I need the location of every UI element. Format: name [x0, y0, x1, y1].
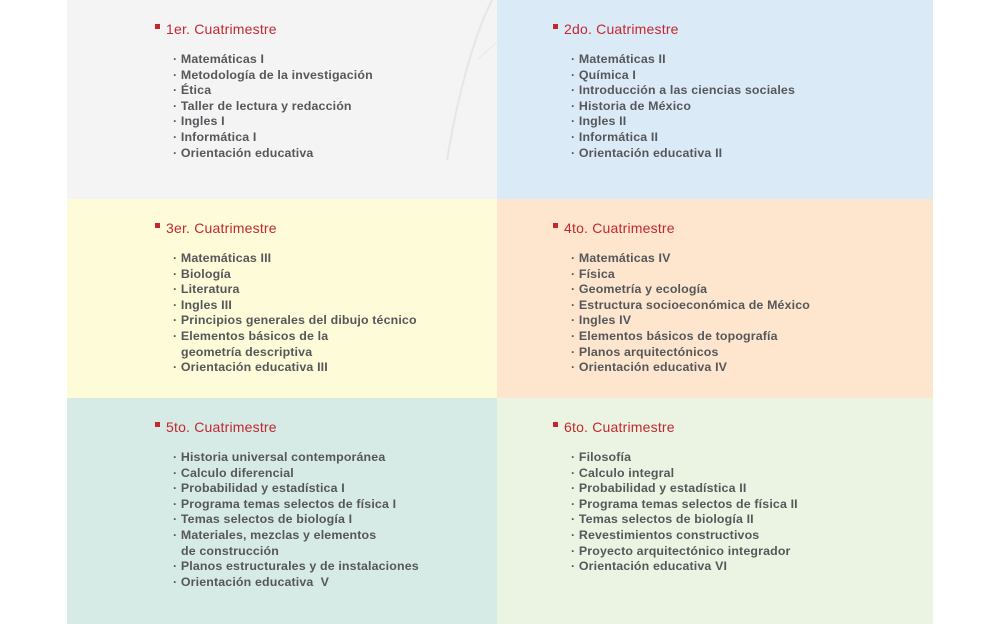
- course-item: · Temas selectos de biología II: [571, 512, 754, 527]
- course-item: · Metodología de la investigación: [173, 67, 373, 82]
- semester-5-heading: [155, 419, 277, 435]
- course-item: · Literatura: [173, 282, 240, 297]
- course-item: · Probabilidad y estadística II: [571, 481, 747, 496]
- course-item: · Matemáticas III: [173, 251, 272, 265]
- square-bullet-icon: [553, 24, 558, 29]
- course-item-continuation: geometría descriptiva: [181, 344, 313, 359]
- semester-6-panel: [497, 398, 933, 624]
- course-item: · Principios generales del dibujo técnico: [173, 313, 417, 328]
- course-list: [173, 251, 417, 376]
- course-item: · Estructura socioeconómica de México: [571, 297, 810, 312]
- course-item: · Programa temas selectos de física II: [571, 496, 798, 511]
- square-bullet-icon: [155, 422, 160, 427]
- course-item: · Filosofía: [571, 450, 632, 464]
- course-item: · Proyecto arquitectónico integrador: [571, 543, 791, 558]
- course-item: · Temas selectos de biología I: [173, 512, 353, 527]
- course-item: · Matemáticas II: [571, 52, 666, 66]
- semester-1-panel: [67, 0, 497, 199]
- course-item: · Ingles III: [173, 297, 232, 312]
- semester-2-panel: [497, 0, 933, 199]
- course-item: · Matemáticas I: [173, 52, 265, 66]
- course-item: · Historia universal contemporánea: [173, 450, 386, 464]
- semester-3-heading: [155, 220, 277, 236]
- course-item: · Elementos básicos de topografía: [571, 328, 778, 343]
- decorative-curve: [377, 0, 497, 160]
- course-item: · Orientación educativa IV: [571, 360, 728, 375]
- semester-4-panel: [497, 199, 933, 398]
- course-item: · Materiales, mezclas y elementos: [173, 527, 377, 542]
- course-list: [571, 450, 798, 575]
- course-item: · Ingles IV: [571, 313, 632, 328]
- semester-5-panel: [67, 398, 497, 624]
- course-item: · Orientación educativa III: [173, 360, 328, 375]
- course-item: · Planos arquitectónicos: [571, 344, 719, 359]
- course-item: · Ingles I: [173, 114, 225, 129]
- course-item: · Informática II: [571, 129, 659, 144]
- course-item: · Programa temas selectos de física I: [173, 496, 397, 511]
- course-item: · Ingles II: [571, 114, 627, 129]
- semester-title: 1er. Cuatrimestre: [166, 21, 277, 37]
- course-item: · Calculo integral: [571, 465, 675, 480]
- course-item: · Biología: [173, 266, 231, 281]
- course-item: · Matemáticas IV: [571, 251, 671, 265]
- square-bullet-icon: [553, 223, 558, 228]
- course-list: [571, 251, 810, 376]
- semester-1-heading: [155, 21, 277, 37]
- course-item: · Física: [571, 266, 615, 281]
- course-item: · Informática I: [173, 129, 257, 144]
- curriculum-grid: [67, 0, 933, 624]
- course-item: · Orientación educativa VI: [571, 559, 728, 574]
- course-item: · Probabilidad y estadística I: [173, 481, 345, 496]
- course-item: · Orientación educativa: [173, 145, 314, 160]
- semester-2-heading: [553, 21, 679, 37]
- course-list: [173, 52, 373, 161]
- semester-4-heading: [553, 220, 675, 236]
- semester-title: 5to. Cuatrimestre: [166, 419, 277, 435]
- semester-3-panel: [67, 199, 497, 398]
- course-item: · Ética: [173, 83, 212, 98]
- course-item-continuation: de construcción: [181, 543, 279, 558]
- course-list: [173, 450, 419, 590]
- square-bullet-icon: [155, 24, 160, 29]
- course-item: · Planos estructurales y de instalaciones: [173, 559, 419, 574]
- course-item: · Geometría y ecología: [571, 282, 708, 297]
- semester-6-heading: [553, 419, 675, 435]
- course-item: · Introducción a las ciencias sociales: [571, 83, 796, 98]
- square-bullet-icon: [155, 223, 160, 228]
- semester-title: 3er. Cuatrimestre: [166, 220, 277, 236]
- course-item: · Orientación educativa V: [173, 574, 330, 589]
- course-list: [571, 52, 795, 161]
- course-item: · Elementos básicos de la: [173, 328, 329, 343]
- semester-title: 4to. Cuatrimestre: [564, 220, 675, 236]
- course-item: · Taller de lectura y redacción: [173, 98, 352, 113]
- course-item: · Química I: [571, 67, 636, 82]
- course-item: · Calculo diferencial: [173, 465, 294, 480]
- square-bullet-icon: [553, 422, 558, 427]
- course-item: · Orientación educativa II: [571, 145, 723, 160]
- semester-title: 2do. Cuatrimestre: [564, 21, 679, 37]
- course-item: · Revestimientos constructivos: [571, 527, 760, 542]
- semester-title: 6to. Cuatrimestre: [564, 419, 675, 435]
- course-item: · Historia de México: [571, 98, 692, 113]
